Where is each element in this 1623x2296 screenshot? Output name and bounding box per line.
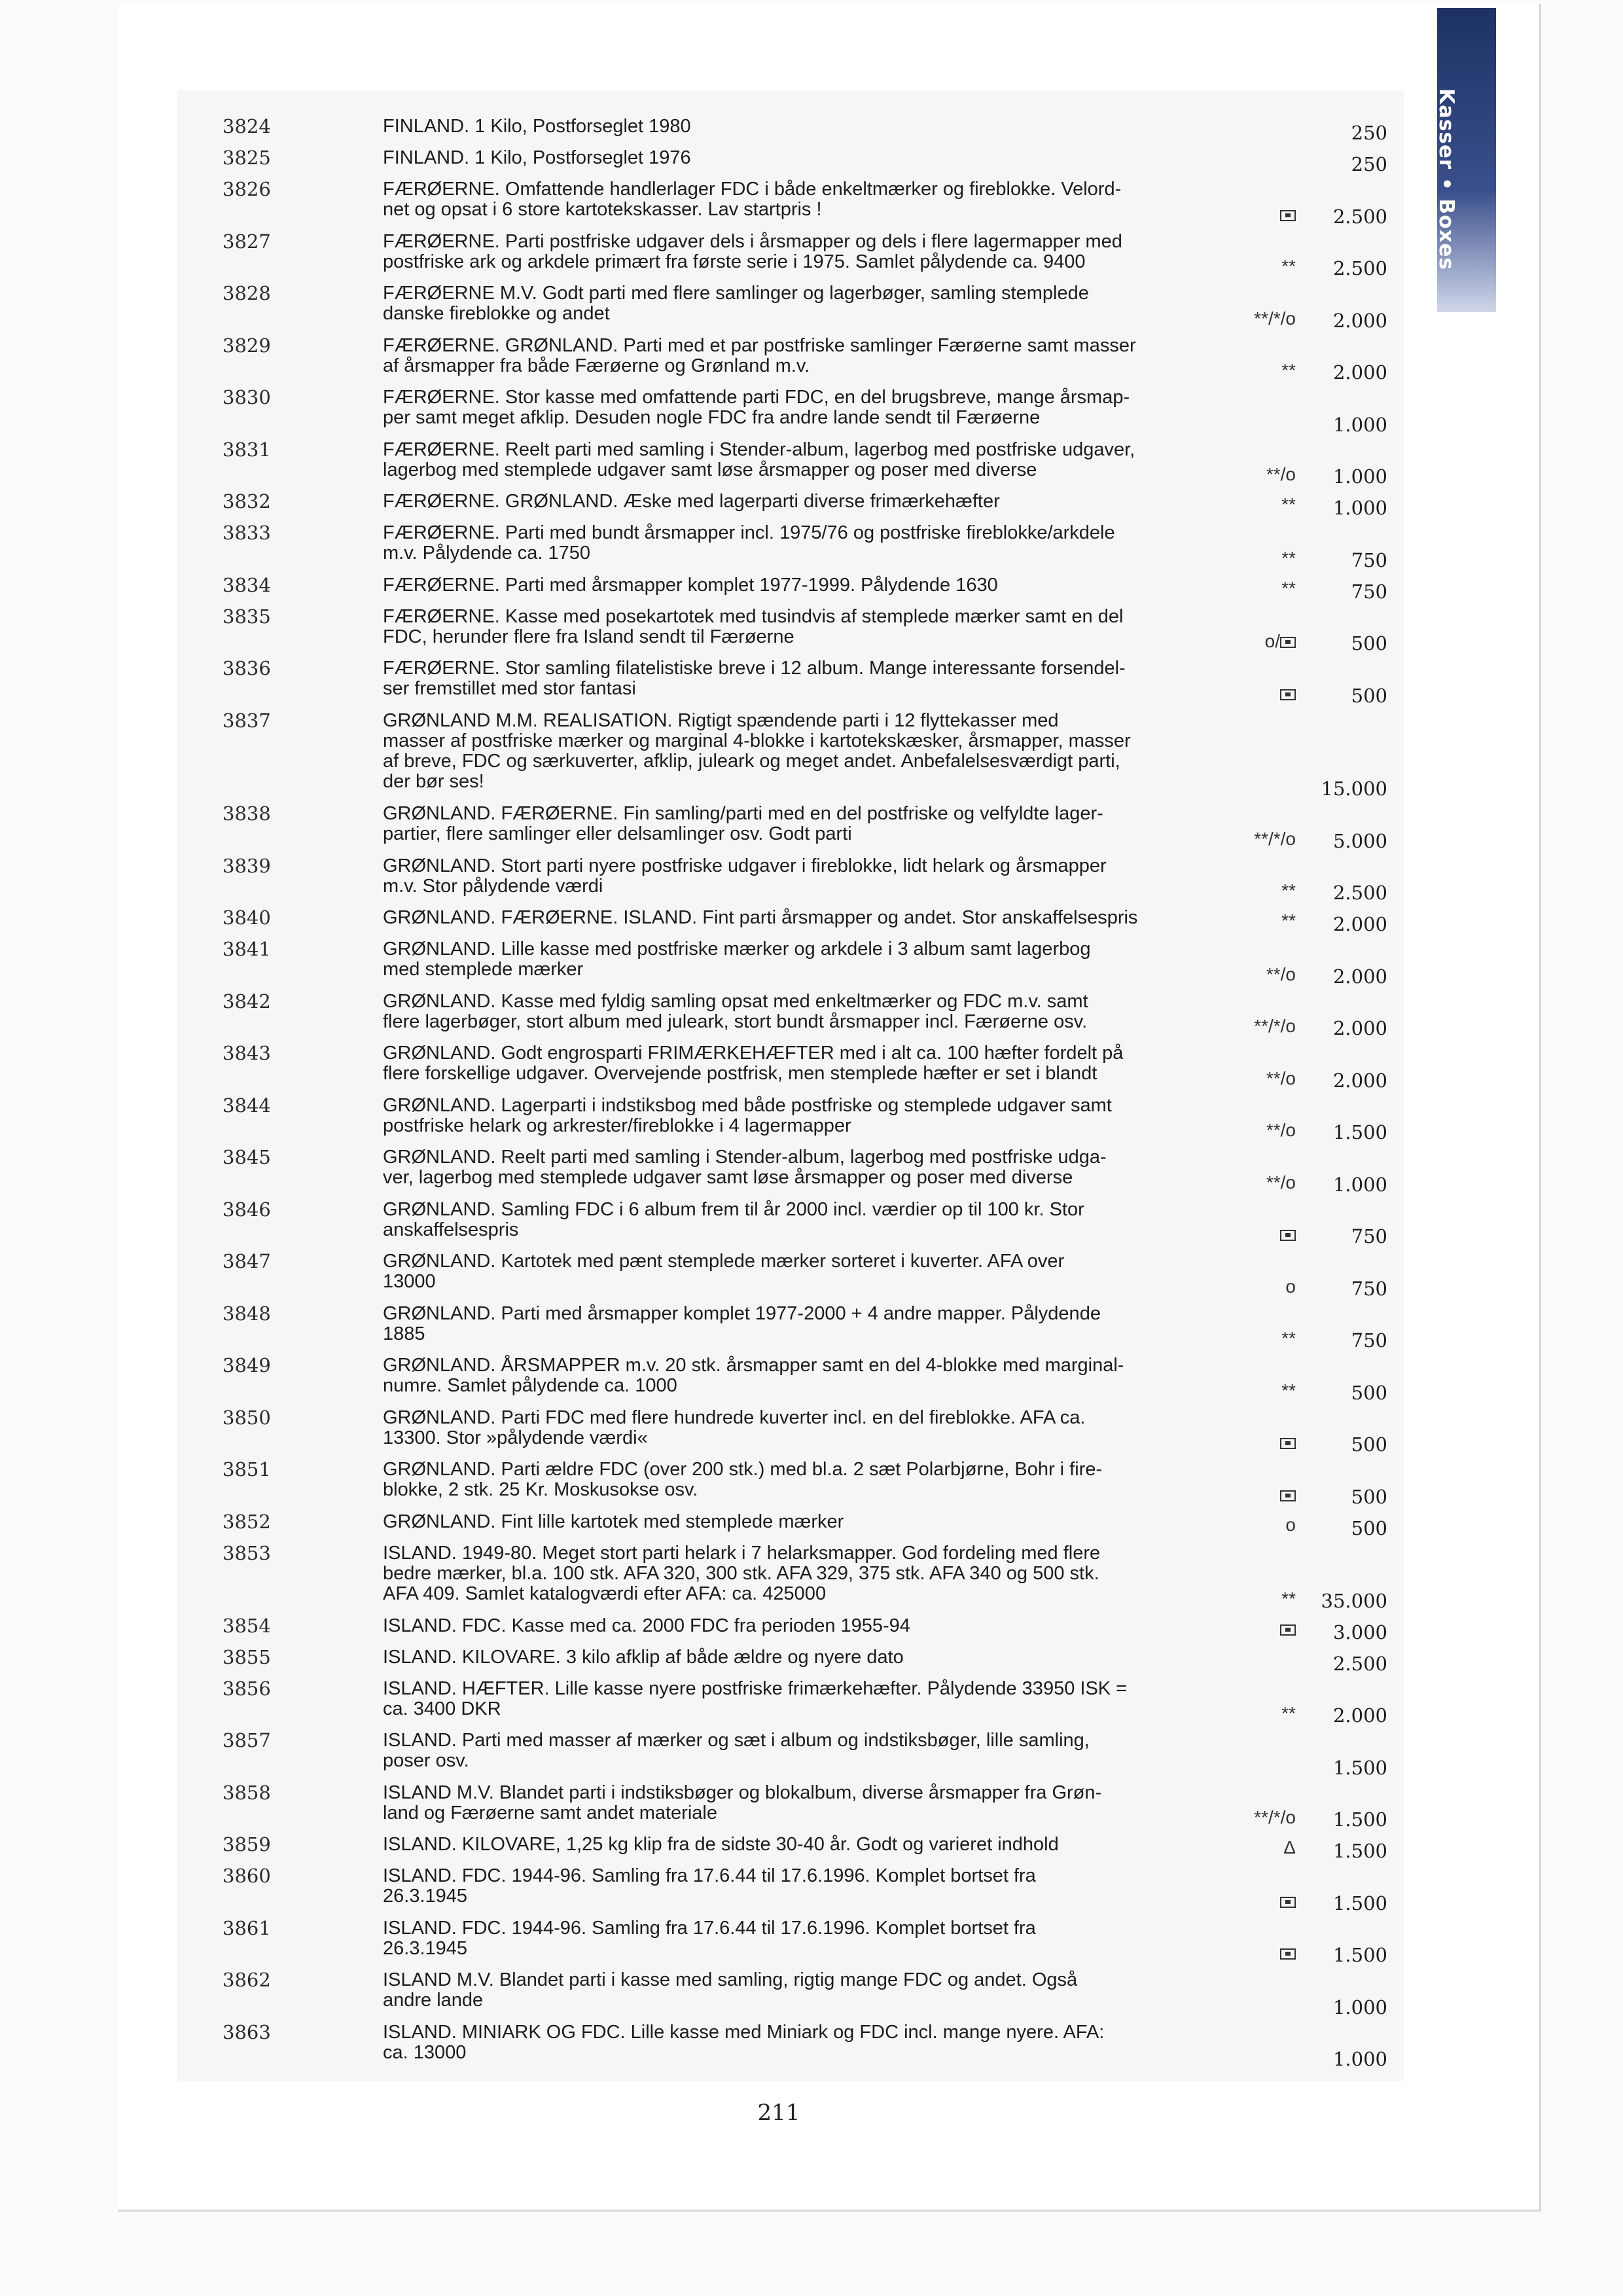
lot-description-line: GRØNLAND. Parti ældre FDC (over 200 stk.) med bl.a. 2 sæt Polarbjørne, Bohr i fire- bbox=[383, 1459, 1103, 1480]
lot-row bbox=[0, 1677, 1623, 1727]
lot-description bbox=[383, 1731, 1227, 1771]
lot-number: 3861 bbox=[223, 1916, 271, 1939]
lot-start-price: 1.500 bbox=[1332, 1944, 1387, 1966]
lot-start-price: 2.500 bbox=[1332, 257, 1387, 279]
lot-description-line: GRØNLAND. Samling FDC i 6 album frem til år 2000 incl. værdier op til 100 kr. Stor bbox=[383, 1198, 1084, 1220]
lot-description-line: FÆRØERNE. Parti med årsmapper komplet 1977-1999. Pålydende 1630 bbox=[383, 574, 998, 596]
page-number: 211 bbox=[757, 2100, 800, 2126]
lot-description-line: postfriske ark og arkdele primært fra første serie i 1975. Samlet pålydende ca. 9400 bbox=[383, 251, 1086, 272]
lot-description-line: m.v. Pålydende ca. 1750 bbox=[383, 543, 591, 564]
lot-description-line: af breve, FDC og særkuverter, afklip, juleark og meget andet. Anbefalelsesværdigt parti, bbox=[383, 750, 1120, 772]
lot-number: 3826 bbox=[223, 178, 271, 200]
lot-description-line: bedre mærker, bl.a. 100 stk. AFA 320, 300 stk. AFA 329, 375 stk. AFA 340 og 500 stk. bbox=[383, 1562, 1099, 1584]
lot-number: 3852 bbox=[223, 1510, 271, 1533]
lot-condition: **/*/o bbox=[1254, 828, 1296, 849]
lot-row bbox=[0, 1458, 1623, 1508]
lot-condition bbox=[1265, 631, 1296, 651]
lot-row bbox=[0, 854, 1623, 904]
lot-condition-text: o/ bbox=[1264, 631, 1280, 651]
lot-number: 3824 bbox=[223, 115, 271, 137]
lot-number: 3835 bbox=[223, 605, 271, 628]
lot-row bbox=[0, 605, 1623, 655]
lot-description bbox=[383, 1096, 1227, 1136]
lot-number: 3859 bbox=[223, 1833, 271, 1856]
lot-description-line: partier, flere samlinger eller delsamlinger osv. Godt parti bbox=[383, 823, 852, 844]
lot-description bbox=[383, 939, 1227, 980]
lot-condition bbox=[1280, 204, 1296, 224]
fdc-cover-icon bbox=[1280, 637, 1296, 648]
lot-description bbox=[383, 1647, 1227, 1668]
lot-start-price: 1.000 bbox=[1332, 2048, 1387, 2070]
lot-start-price: 500 bbox=[1351, 1381, 1387, 1404]
lot-number: 3863 bbox=[223, 2020, 271, 2043]
lot-description-line: land og Færøerne samt andet materiale bbox=[383, 1802, 717, 1823]
lot-start-price: 35.000 bbox=[1321, 1589, 1387, 1612]
lot-condition: ** bbox=[1281, 494, 1296, 514]
lot-condition: ** bbox=[1281, 547, 1296, 568]
lot-description-line: ISLAND. HÆFTER. Lille kasse nyere postfriske frimærkehæfter. Pålydende 33950 ISK = bbox=[383, 1677, 1128, 1699]
lot-condition bbox=[1280, 1224, 1296, 1244]
lot-condition: **/*/o bbox=[1254, 308, 1296, 329]
lot-description bbox=[383, 804, 1227, 844]
lot-description-line: ISLAND. FDC. 1944-96. Samling fra 17.6.44 til 17.6.1996. Komplet bortset fra bbox=[383, 1865, 1036, 1886]
lot-row bbox=[0, 147, 1623, 175]
lot-row bbox=[0, 438, 1623, 488]
lot-row bbox=[0, 1250, 1623, 1300]
lot-number: 3841 bbox=[223, 938, 271, 960]
lot-description-line: ser fremstillet med stor fantasi bbox=[383, 678, 636, 699]
lot-description-line: med stemplede mærker bbox=[383, 959, 584, 980]
lot-row bbox=[0, 178, 1623, 228]
lot-condition bbox=[1280, 1432, 1296, 1452]
lot-row bbox=[0, 282, 1623, 332]
lot-number: 3840 bbox=[223, 906, 271, 929]
lot-description bbox=[383, 575, 1227, 596]
lot-description-line: 26.3.1945 bbox=[383, 1937, 468, 1959]
lot-start-price: 2.500 bbox=[1332, 205, 1387, 228]
fdc-cover-icon bbox=[1280, 1230, 1296, 1241]
lot-description-line: ISLAND. FDC. 1944-96. Samling fra 17.6.44 til 17.6.1996. Komplet bortset fra bbox=[383, 1917, 1036, 1939]
lot-row bbox=[0, 1198, 1623, 1247]
lot-description bbox=[383, 1304, 1227, 1344]
lot-description bbox=[383, 387, 1227, 428]
lot-condition: ** bbox=[1281, 577, 1296, 598]
lot-description bbox=[383, 1200, 1227, 1240]
lot-description-line: GRØNLAND. Fint lille kartotek med stemplede mærker bbox=[383, 1511, 844, 1532]
lot-condition: **/o bbox=[1266, 464, 1296, 484]
lot-description-line: postfriske helark og arkrester/fireblokke i 4 lagermapper bbox=[383, 1115, 851, 1136]
lot-start-price: 2.500 bbox=[1332, 882, 1387, 904]
lot-condition: **/o bbox=[1266, 1172, 1296, 1193]
lot-description-line: ISLAND M.V. Blandet parti i indstiksbøger og blokalbum, diverse årsmapper fra Grøn- bbox=[383, 1782, 1102, 1803]
lot-row bbox=[0, 657, 1623, 707]
lot-number: 3845 bbox=[223, 1146, 271, 1168]
lot-description-line: numre. Samlet pålydende ca. 1000 bbox=[383, 1375, 677, 1396]
fdc-cover-icon bbox=[1280, 1438, 1296, 1449]
lot-description-line: GRØNLAND. Lille kasse med postfriske mærker og arkdele i 3 album samt lagerbog bbox=[383, 939, 1091, 960]
lot-row bbox=[0, 906, 1623, 935]
lot-description-line: der bør ses! bbox=[383, 770, 484, 792]
lot-description-line: FINLAND. 1 Kilo, Postforseglet 1976 bbox=[383, 147, 691, 168]
lot-condition: ** bbox=[1281, 1588, 1296, 1609]
lot-start-price: 750 bbox=[1351, 1277, 1387, 1300]
lot-start-price: 1.500 bbox=[1332, 1892, 1387, 1914]
lot-description bbox=[383, 1147, 1227, 1188]
lot-description-line: ISLAND. KILOVARE. 3 kilo afklip af både ældre og nyere dato bbox=[383, 1646, 904, 1668]
lot-description-line: GRØNLAND. Kasse med fyldig samling opsat med enkeltmærker og FDC m.v. samt bbox=[383, 990, 1088, 1012]
lot-row bbox=[0, 386, 1623, 436]
lot-row bbox=[0, 1094, 1623, 1143]
lot-number: 3843 bbox=[223, 1042, 271, 1064]
lot-start-price: 250 bbox=[1351, 122, 1387, 144]
lot-number: 3834 bbox=[223, 573, 271, 596]
lot-row bbox=[0, 1042, 1623, 1092]
lot-row bbox=[0, 1916, 1623, 1966]
lot-condition: **/*/o bbox=[1254, 1807, 1296, 1827]
lot-description bbox=[383, 1408, 1227, 1448]
lot-description bbox=[383, 1866, 1227, 1907]
lot-description-line: 26.3.1945 bbox=[383, 1886, 468, 1907]
lot-description bbox=[383, 992, 1227, 1032]
lot-description-line: FÆRØERNE. Kasse med posekartotek med tusindvis af stemplede mærker samt en del bbox=[383, 605, 1124, 627]
lot-description-line: FINLAND. 1 Kilo, Postforseglet 1980 bbox=[383, 116, 691, 137]
lot-start-price: 1.000 bbox=[1332, 413, 1387, 436]
lot-row bbox=[0, 1541, 1623, 1612]
lot-start-price: 1.500 bbox=[1332, 1808, 1387, 1831]
lot-number: 3848 bbox=[223, 1302, 271, 1325]
lot-number: 3839 bbox=[223, 854, 271, 877]
lot-condition: ** bbox=[1281, 1380, 1296, 1401]
lot-condition: ** bbox=[1281, 360, 1296, 380]
lot-number: 3849 bbox=[223, 1354, 271, 1376]
lot-description-line: lagerbog med stemplede udgaver samt løse årsmapper og poser med diverse bbox=[383, 459, 1037, 480]
lot-row bbox=[0, 802, 1623, 852]
lot-row bbox=[0, 938, 1623, 988]
lot-row bbox=[0, 1729, 1623, 1779]
lot-description-line: GRØNLAND. Parti FDC med flere hundrede kuverter incl. en del fireblokke. AFA ca. bbox=[383, 1407, 1086, 1428]
lot-description bbox=[383, 1918, 1227, 1959]
lot-description-line: GRØNLAND. FÆRØERNE. Fin samling/parti med en del postfriske og velfyldte lager- bbox=[383, 803, 1103, 824]
lot-description-line: m.v. Stor pålydende værdi bbox=[383, 875, 603, 897]
lot-start-price: 1.500 bbox=[1332, 1840, 1387, 1862]
lot-number: 3850 bbox=[223, 1406, 271, 1429]
lot-number: 3836 bbox=[223, 657, 271, 679]
lot-description-line: GRØNLAND. Stort parti nyere postfriske udgaver i fireblokke, lidt helark og årsmapper bbox=[383, 855, 1107, 876]
lot-description-line: FÆRØERNE. Parti med bundt årsmapper incl. 1975/76 og postfriske fireblokke/arkdele bbox=[383, 522, 1115, 543]
lot-row bbox=[0, 1510, 1623, 1539]
lot-description-line: FÆRØERNE. Stor kasse med omfattende parti FDC, en del brugsbreve, mange årsmap- bbox=[383, 387, 1130, 408]
lot-start-price: 500 bbox=[1351, 1485, 1387, 1508]
lot-description-line: GRØNLAND. Parti med årsmapper komplet 1977-2000 + 4 andre mapper. Pålydende bbox=[383, 1302, 1101, 1324]
lot-condition: ** bbox=[1281, 880, 1296, 901]
lot-description bbox=[383, 2022, 1227, 2063]
lot-number: 3829 bbox=[223, 334, 271, 357]
lot-condition: Δ bbox=[1283, 1837, 1296, 1857]
lot-start-price: 750 bbox=[1351, 1225, 1387, 1247]
lot-description-line: ISLAND. FDC. Kasse med ca. 2000 FDC fra perioden 1955-94 bbox=[383, 1615, 910, 1636]
lot-description-line: GRØNLAND. Godt engrosparti FRIMÆRKEHÆFTER med i alt ca. 100 hæfter fordelt på bbox=[383, 1043, 1124, 1064]
lot-start-price: 1.000 bbox=[1332, 1173, 1387, 1196]
lot-condition bbox=[1280, 1891, 1296, 1911]
lot-number: 3830 bbox=[223, 386, 271, 408]
lot-number: 3825 bbox=[223, 147, 271, 169]
lot-description bbox=[383, 336, 1227, 376]
lot-number: 3858 bbox=[223, 1781, 271, 1804]
lot-description-line: 13000 bbox=[383, 1271, 436, 1292]
lot-row bbox=[0, 1354, 1623, 1404]
lot-description bbox=[383, 1355, 1227, 1396]
lot-description bbox=[383, 232, 1227, 272]
lot-description-line: FÆRØERNE. GRØNLAND. Æske med lagerparti diverse frimærkehæfter bbox=[383, 491, 1000, 512]
lot-description-line: GRØNLAND. Reelt parti med samling i Stender-album, lagerbog med postfriske udga- bbox=[383, 1147, 1107, 1168]
lot-description-line: GRØNLAND. FÆRØERNE. ISLAND. Fint parti årsmapper og andet. Stor anskaffelsespris bbox=[383, 907, 1138, 928]
lot-condition: o bbox=[1285, 1276, 1296, 1297]
lot-description-line: ver, lagerbog med stemplede udgaver samt løse årsmapper og poser med diverse bbox=[383, 1167, 1073, 1188]
lot-start-price: 500 bbox=[1351, 1516, 1387, 1539]
lot-start-price: 500 bbox=[1351, 632, 1387, 655]
lot-number: 3860 bbox=[223, 1865, 271, 1887]
lot-description-line: 13300. Stor »pålydende værdi« bbox=[383, 1427, 648, 1448]
lot-start-price: 1.000 bbox=[1332, 497, 1387, 519]
lot-description bbox=[383, 1543, 1227, 1604]
section-tab-label: Kasser • Boxes bbox=[1435, 88, 1458, 270]
lot-start-price: 2.000 bbox=[1332, 1017, 1387, 1039]
lot-number: 3854 bbox=[223, 1614, 271, 1637]
lot-description-line: FDC, herunder flere fra Island sendt til Færøerne bbox=[383, 626, 794, 647]
lot-condition: **/o bbox=[1266, 1067, 1296, 1088]
lot-condition bbox=[1280, 683, 1296, 704]
lot-start-price: 500 bbox=[1351, 1433, 1387, 1456]
lot-description bbox=[383, 1043, 1227, 1084]
lot-number: 3853 bbox=[223, 1541, 271, 1564]
lot-number: 3857 bbox=[223, 1729, 271, 1751]
fdc-cover-icon bbox=[1280, 1948, 1296, 1960]
lot-description-line: ISLAND. KILOVARE, 1,25 kg klip fra de sidste 30-40 år. Godt og varieret indhold bbox=[383, 1834, 1059, 1855]
lot-condition: **/*/o bbox=[1254, 1016, 1296, 1036]
lot-description bbox=[383, 1970, 1227, 2011]
lot-number: 3855 bbox=[223, 1645, 271, 1668]
lot-row bbox=[0, 709, 1623, 800]
lot-description-line: FÆRØERNE. GRØNLAND. Parti med et par postfriske samlinger Færøerne samt masser bbox=[383, 334, 1136, 356]
fdc-cover-icon bbox=[1280, 1624, 1296, 1636]
lot-description bbox=[383, 283, 1227, 324]
lot-start-price: 2.000 bbox=[1332, 1069, 1387, 1092]
lot-description-line: danske fireblokke og andet bbox=[383, 303, 610, 324]
lot-description bbox=[383, 148, 1227, 168]
lot-start-price: 2.000 bbox=[1332, 361, 1387, 384]
lot-start-price: 2.000 bbox=[1332, 965, 1387, 988]
lot-start-price: 1.000 bbox=[1332, 1996, 1387, 2018]
lot-condition: **/o bbox=[1266, 1120, 1296, 1140]
lot-description bbox=[383, 658, 1227, 699]
lot-description-line: GRØNLAND M.M. REALISATION. Rigtigt spændende parti i 12 flyttekasser med bbox=[383, 709, 1059, 731]
fdc-cover-icon bbox=[1280, 689, 1296, 700]
lot-row bbox=[0, 1614, 1623, 1643]
lot-description bbox=[383, 856, 1227, 897]
lot-row bbox=[0, 990, 1623, 1039]
lot-description bbox=[383, 1835, 1227, 1855]
lot-start-price: 2.000 bbox=[1332, 1704, 1387, 1727]
lot-row bbox=[0, 334, 1623, 384]
lot-description-line: blokke, 2 stk. 25 Kr. Moskusokse osv. bbox=[383, 1479, 698, 1500]
lot-description-line: per samt meget afklip. Desuden nogle FDC fra andre lande sendt til Færøerne bbox=[383, 407, 1041, 428]
lot-description-line: masser af postfriske mærker og marginal 4-blokke i kartotekskæsker, årsmapper, masser bbox=[383, 730, 1131, 751]
lot-start-price: 3.000 bbox=[1332, 1621, 1387, 1643]
lot-number: 3842 bbox=[223, 990, 271, 1013]
lot-description-line: andre lande bbox=[383, 1990, 484, 2011]
lot-row bbox=[0, 522, 1623, 571]
lot-description-line: flere lagerbøger, stort album med juleark, stort bundt årsmapper incl. Færøerne osv. bbox=[383, 1011, 1088, 1032]
lot-description-line: af årsmapper fra både Færøerne og Grønland m.v. bbox=[383, 355, 810, 376]
lot-description-line: flere forskellige udgaver. Overvejende postfrisk, men stemplede hæfter er set i blandt bbox=[383, 1063, 1097, 1084]
lot-description-line: AFA 409. Samlet katalogværdi efter AFA: ca. 425000 bbox=[383, 1583, 827, 1604]
lot-condition: ** bbox=[1281, 256, 1296, 276]
lot-description-line: FÆRØERNE. Parti postfriske udgaver dels i årsmapper og dels i flere lagermapper med bbox=[383, 230, 1122, 252]
lot-description bbox=[383, 1616, 1227, 1636]
lot-description-line: GRØNLAND. Kartotek med pænt stemplede mærker sorteret i kuverter. AFA over bbox=[383, 1251, 1065, 1272]
lot-row bbox=[0, 1406, 1623, 1456]
lot-description-line: FÆRØERNE. Stor samling filatelistiske breve i 12 album. Mange interessante forsendel- bbox=[383, 658, 1126, 679]
lot-start-price: 5.000 bbox=[1332, 829, 1387, 852]
lot-row bbox=[0, 1781, 1623, 1831]
lot-row bbox=[0, 115, 1623, 144]
lot-number: 3832 bbox=[223, 490, 271, 512]
lot-description-line: ISLAND. 1949-80. Meget stort parti helark i 7 helarksmapper. God fordeling med flere bbox=[383, 1542, 1101, 1564]
lot-start-price: 2.000 bbox=[1332, 913, 1387, 935]
lot-condition bbox=[1280, 1484, 1296, 1505]
lot-number: 3851 bbox=[223, 1458, 271, 1480]
lot-description-line: ISLAND. MINIARK OG FDC. Lille kasse med Miniark og FDC incl. mange nyere. AFA: bbox=[383, 2021, 1105, 2043]
lot-description-line: ISLAND M.V. Blandet parti i kasse med samling, rigtig mange FDC og andet. Også bbox=[383, 1969, 1078, 1990]
lot-description-line: FÆRØERNE. Omfattende handlerlager FDC i både enkeltmærker og fireblokke. Velord- bbox=[383, 179, 1122, 200]
lot-row bbox=[0, 1645, 1623, 1675]
lot-description-line: ISLAND. Parti med masser af mærker og sæt i album og indstiksbøger, lille samling, bbox=[383, 1730, 1090, 1751]
lot-description-line: anskaffelsespris bbox=[383, 1219, 519, 1240]
lot-start-price: 2.500 bbox=[1332, 1652, 1387, 1675]
lot-start-price: 1.000 bbox=[1332, 465, 1387, 488]
lot-description bbox=[383, 117, 1227, 137]
lot-row bbox=[0, 1969, 1623, 2018]
lot-number: 3846 bbox=[223, 1198, 271, 1221]
lot-row bbox=[0, 573, 1623, 603]
lot-description-line: poser osv. bbox=[383, 1750, 469, 1771]
lot-description bbox=[383, 1783, 1227, 1823]
lot-condition: ** bbox=[1281, 910, 1296, 931]
lot-description-line: net og opsat i 6 store kartotekskasser. Lav startpris ! bbox=[383, 199, 822, 220]
lot-row bbox=[0, 2020, 1623, 2070]
lot-number: 3833 bbox=[223, 522, 271, 544]
lot-start-price: 750 bbox=[1351, 1329, 1387, 1352]
lot-description-line: 1885 bbox=[383, 1323, 425, 1344]
lot-number: 3838 bbox=[223, 802, 271, 825]
lot-description-line: GRØNLAND. Lagerparti i indstiksbog med både postfriske og stemplede udgaver samt bbox=[383, 1094, 1112, 1116]
lot-start-price: 750 bbox=[1351, 580, 1387, 603]
lot-condition bbox=[1280, 1619, 1296, 1639]
lot-start-price: 250 bbox=[1351, 153, 1387, 175]
lot-row bbox=[0, 1833, 1623, 1862]
lot-number: 3837 bbox=[223, 709, 271, 732]
lot-row bbox=[0, 1146, 1623, 1196]
lot-condition: **/o bbox=[1266, 963, 1296, 984]
lot-description bbox=[383, 1460, 1227, 1500]
lot-row bbox=[0, 490, 1623, 519]
lot-number: 3862 bbox=[223, 1969, 271, 1991]
lot-number: 3847 bbox=[223, 1250, 271, 1272]
lot-description-line: GRØNLAND. ÅRSMAPPER m.v. 20 stk. årsmapper samt en del 4-blokke med marginal- bbox=[383, 1355, 1124, 1376]
lot-description bbox=[383, 1512, 1227, 1532]
lot-number: 3831 bbox=[223, 438, 271, 461]
lot-row bbox=[0, 1302, 1623, 1352]
lot-description bbox=[383, 1251, 1227, 1292]
lot-description bbox=[383, 1679, 1227, 1719]
fdc-cover-icon bbox=[1280, 1490, 1296, 1501]
lot-description bbox=[383, 523, 1227, 564]
lot-description bbox=[383, 179, 1227, 220]
lot-row bbox=[0, 230, 1623, 279]
lot-condition: o bbox=[1285, 1514, 1296, 1535]
lot-description bbox=[383, 908, 1227, 928]
lot-description bbox=[383, 492, 1227, 512]
lot-start-price: 750 bbox=[1351, 548, 1387, 571]
lot-row bbox=[0, 1865, 1623, 1914]
lot-description-line: FÆRØERNE M.V. Godt parti med flere samlinger og lagerbøger, samling stemplede bbox=[383, 283, 1089, 304]
lot-start-price: 1.500 bbox=[1332, 1121, 1387, 1143]
lot-description bbox=[383, 440, 1227, 480]
lot-start-price: 500 bbox=[1351, 684, 1387, 707]
lot-condition bbox=[1280, 1943, 1296, 1963]
lot-number: 3827 bbox=[223, 230, 271, 253]
lot-start-price: 1.500 bbox=[1332, 1756, 1387, 1779]
fdc-cover-icon bbox=[1280, 210, 1296, 221]
lot-description-line: ca. 13000 bbox=[383, 2041, 467, 2063]
lot-number: 3828 bbox=[223, 282, 271, 304]
lot-description-line: ca. 3400 DKR bbox=[383, 1698, 501, 1719]
lot-description bbox=[383, 607, 1227, 647]
lot-condition: ** bbox=[1281, 1703, 1296, 1723]
lot-description bbox=[383, 711, 1227, 792]
lot-number: 3856 bbox=[223, 1677, 271, 1700]
lot-number: 3844 bbox=[223, 1094, 271, 1117]
lot-start-price: 15.000 bbox=[1321, 778, 1387, 800]
lot-condition: ** bbox=[1281, 1328, 1296, 1348]
lot-description-line: FÆRØERNE. Reelt parti med samling i Stender-album, lagerbog med postfriske udgaver, bbox=[383, 439, 1135, 460]
lot-start-price: 2.000 bbox=[1332, 309, 1387, 332]
fdc-cover-icon bbox=[1280, 1897, 1296, 1908]
